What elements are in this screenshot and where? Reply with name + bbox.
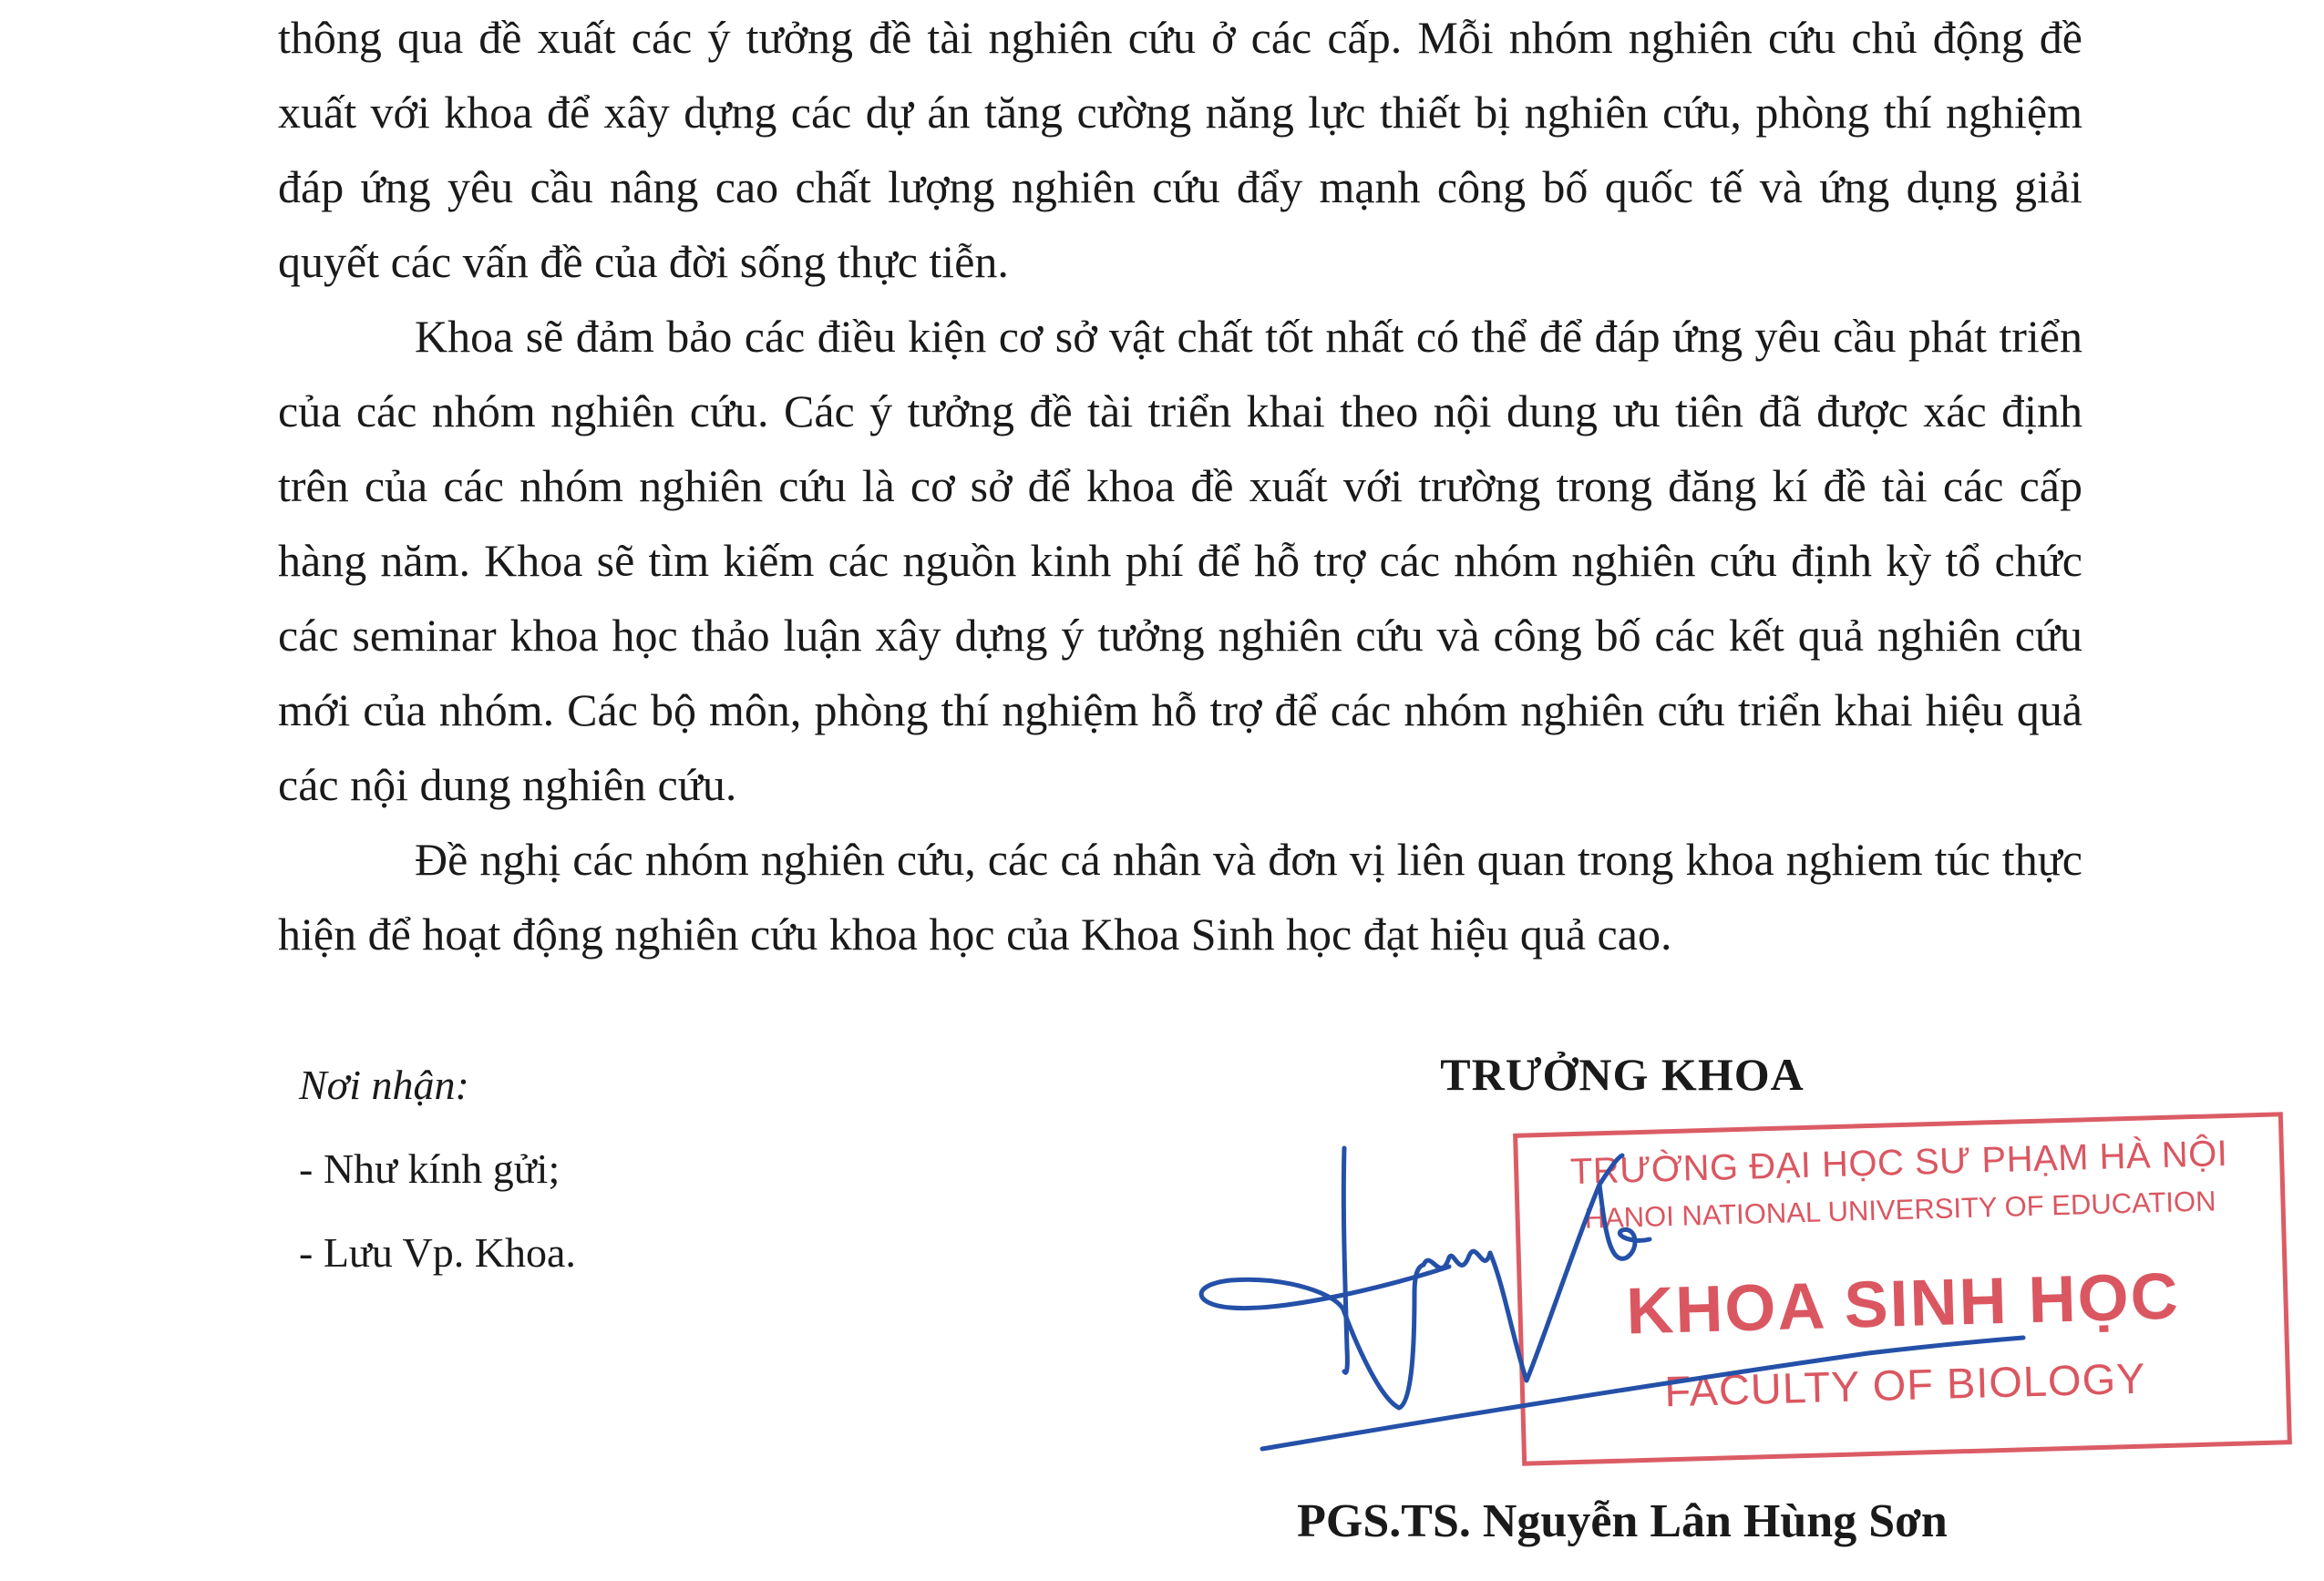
document-body [278, 0, 2082, 971]
stamp-line-university-en: HANOI NATIONAL UNIVERSITY OF EDUCATION [1584, 1185, 2216, 1235]
stamp-line-faculty-vi: KHOA SINH HỌC [1625, 1259, 2181, 1349]
recipients-title: Nơi nhận: [299, 1062, 469, 1108]
recipient-item: - Lưu Vp. Khoa. [299, 1229, 576, 1276]
stamp-line-faculty-en: FACULTY OF BIOLOGY [1663, 1353, 2147, 1416]
paragraph-1: thông qua đề xuất các ý tưởng đề tài nghiên cứu ở các cấp. Mỗi nhóm nghiên cứu chủ động đề xuất với khoa để xây dựng các dự án tăng cường năng lực thiết bị nghiên cứu, phòng thí nghiệm đáp ứng yêu cầu nâng cao chất lượng nghiên cứu đẩy mạnh công bố quốc tế và ứng dụng giải quyết các vấn đề của đời sống thực tiễn. [278, 12, 2082, 287]
signer-name: PGS.TS. Nguyễn Lân Hùng Sơn [1297, 1495, 1948, 1547]
recipients-block [299, 1043, 576, 1295]
stamp-line-university-vi: TRƯỜNG ĐẠI HỌC SƯ PHẠM HÀ NỘI [1569, 1133, 2228, 1193]
recipient-item: - Như kính gửi; [299, 1145, 560, 1192]
paragraph-3: Đề nghị các nhóm nghiên cứu, các cá nhân và đơn vị liên quan trong khoa nghiem túc thực hiện để hoạt động nghiên cứu khoa học của Khoa Sinh học đạt hiệu quả cao. [278, 834, 2082, 960]
handwritten-signature [1176, 1130, 2087, 1476]
position-title: TRƯỞNG KHOA [1440, 1049, 1805, 1100]
paragraph-2: Khoa sẽ đảm bảo các điều kiện cơ sở vật chất tốt nhất có thể để đáp ứng yêu cầu phát triển của các nhóm nghiên cứu. Các ý tưởng đề tài triển khai theo nội dung ưu tiên đã được xác định trên của các nhóm nghiên cứu là cơ sở để khoa đề xuất với trường trong đăng kí đề tài các cấp hàng năm. Khoa sẽ tìm kiếm các nguồn kinh phí để hỗ trợ các nhóm nghiên cứu định kỳ tổ chức các seminar khoa học thảo luận xây dựng ý tưởng nghiên cứu và công bố các kết quả nghiên cứu mới của nhóm. Các bộ môn, phòng thí nghiệm hỗ trợ để các nhóm nghiên cứu triển khai hiệu quả các nội dung nghiên cứu. [278, 311, 2082, 810]
signature-drawing [1176, 1130, 2087, 1476]
